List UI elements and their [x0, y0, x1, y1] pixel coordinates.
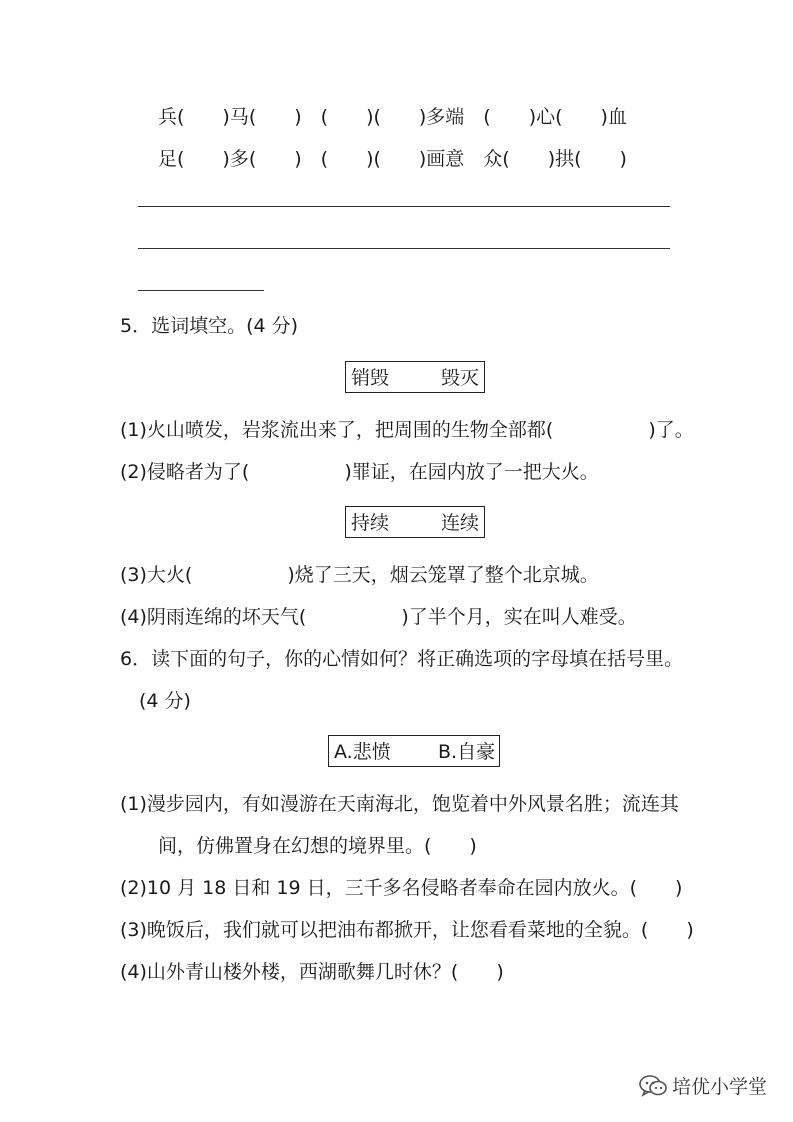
- word-option-lianxu: 连续: [441, 512, 480, 534]
- watermark-text: 培优小学堂: [672, 1076, 768, 1098]
- answer-line-3: [138, 290, 264, 291]
- q6-item-2: (2)10 月 18 日和 19 日，三千多名侵略者奉命在园内放火。( ): [120, 877, 683, 899]
- q5-item-4: (4)阴雨连绵的坏天气( )了半个月，实在叫人难受。: [120, 606, 637, 628]
- option-box: [328, 735, 500, 767]
- answer-line-1: [138, 206, 670, 207]
- q6-item-3: (3)晚饭后，我们就可以把油布都掀开，让您看看菜地的全貌。( ): [120, 919, 694, 941]
- word-box-1: [345, 361, 485, 393]
- word-option-huimie: 毁灭: [441, 367, 480, 389]
- q6-score: (4 分): [139, 690, 191, 712]
- option-a: A.悲愤: [334, 741, 391, 763]
- q6-item-4: (4)山外青山楼外楼，西湖歌舞几时休？( ): [120, 961, 504, 983]
- q6-item-1b: 间，仿佛置身在幻想的境界里。( ): [158, 835, 477, 857]
- idiom-row-1: 兵( )马( ) ( )( )多端 ( )心( )血: [158, 106, 627, 128]
- wechat-icon: [638, 1073, 668, 1099]
- idiom-row-2: 足( )多( ) ( )( )画意 众( )拱( ): [158, 148, 627, 170]
- answer-line-2: [138, 248, 670, 249]
- q5-item-2: (2)侵略者为了( )罪证，在园内放了一把大火。: [120, 461, 599, 483]
- q5-title: 5．选词填空。(4 分): [120, 315, 299, 337]
- option-b: B.自豪: [438, 741, 496, 763]
- word-option-xiaohui: 销毁: [351, 367, 390, 389]
- word-option-chixu: 持续: [351, 512, 390, 534]
- word-box-2: [345, 506, 485, 538]
- q6-item-1a: (1)漫步园内，有如漫游在天南海北，饱览着中外风景名胜；流连其: [120, 793, 679, 815]
- q5-item-3: (3)大火( )烧了三天，烟云笼罩了整个北京城。: [120, 564, 599, 586]
- q5-item-1: (1)火山喷发，岩浆流出来了，把周围的生物全部都( )了。: [120, 419, 694, 441]
- q6-title: 6．读下面的句子，你的心情如何？将正确选项的字母填在括号里。: [120, 648, 684, 670]
